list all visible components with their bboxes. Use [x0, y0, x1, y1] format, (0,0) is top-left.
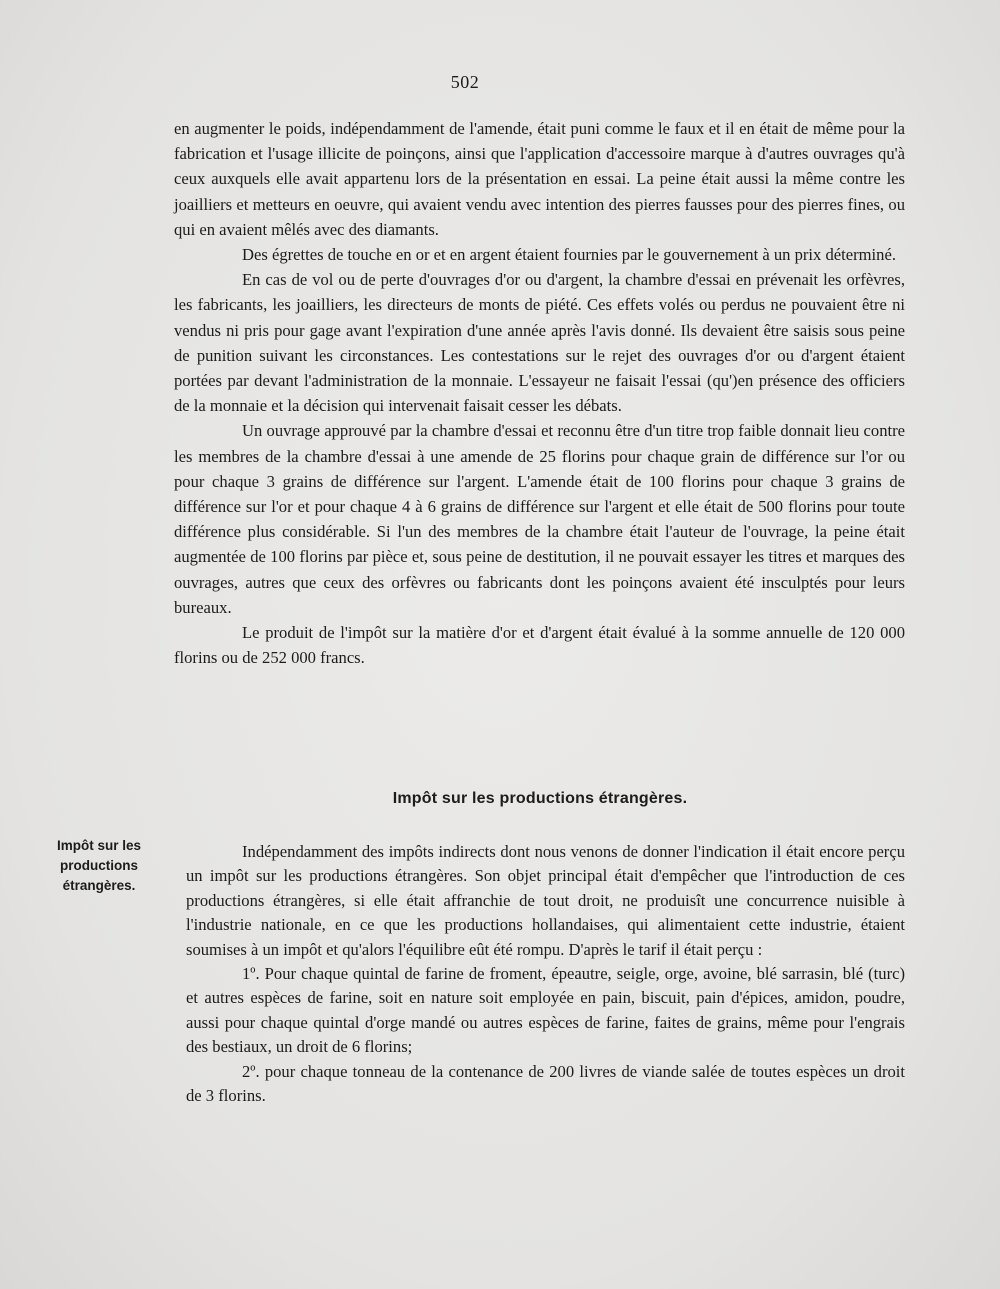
paragraph: En cas de vol ou de perte d'ouvrages d'or ou d'argent, la chambre d'essai en prévenait les orfèvres, les fabricants, les joailliers, les directeurs de monts de piété. Ces effets volés ou perdus ne pouvaient être ni vendus ni pris pour gage avant l'expiration d'une année après l'avis donné. Ils devaient être saisis sous peine de punition suivant les circonstances. Les contestations sur le rejet des ouvrages d'or ou d'argent étaient portées par devant l'administration de la monnaie. L'essayeur ne faisait l'essai (qu')en présence des officiers de la monnaie et la décision qui intervenait faisait cesser les débats. — [174, 270, 905, 416]
section-text-block — [186, 840, 905, 1108]
paragraph: Des égrettes de touche en or et en argent étaient fournies par le gouvernement à un prix déterminé. — [242, 245, 896, 265]
page-number: 502 — [450, 72, 480, 92]
margin-note: Impôt sur les productions étrangères. — [56, 838, 142, 893]
paragraph: en augmenter le poids, indépendamment de l'amende, était puni comme le faux et il en était de même pour la fabrication et l'usage illicite de poinçons, ainsi que l'application d'accessoire marque à d'autres ouvrages qu'à ceux auxquels elle avait appartenu lors de la présentation en essai. La peine était aussi la même contre les joailliers et metteurs en oeuvre, qui avaient vendu avec intention des pierres fausses pour des pierres fines, ou qui en avaient mêlés avec des diamants. — [174, 119, 905, 239]
list-item: 1º. Pour chaque quintal de farine de froment, épeautre, seigle, orge, avoine, blé sarrasin, blé (turc) et autres espèces de farine, soit en nature soit employée en pain, biscuit, pain d'épices, amidon, poudre, aussi pour chaque quintal d'orge mandé ou autres espèces de farine, faites de grains, même pour l'engrais des bestiaux, un droit de 6 florins; — [186, 964, 905, 1057]
section-heading: Impôt sur les productions étrangères. — [392, 790, 688, 807]
list-item: 2º. pour chaque tonneau de la contenance de 200 livres de viande salée de toutes espèces un droit de 3 florins. — [186, 1061, 905, 1106]
paragraph: Indépendamment des impôts indirects dont nous venons de donner l'indication il était encore perçu un impôt sur les productions étrangères. Son objet principal était d'empêcher que l'introduction de ces productions étrangères, si elle était affranchie de tout droit, ne produisît une concurrence nuisible à l'industrie nationale, en ce que les productions hollandaises, qui alimentaient cette industrie, étaient soumises à un impôt et qu'alors l'équilibre eût été rompu. D'après le tarif il était perçu : — [186, 842, 905, 959]
main-text-block — [174, 116, 905, 670]
paragraph: Un ouvrage approuvé par la chambre d'essai et reconnu être d'un titre trop faible donnait lieu contre les membres de la chambre d'essai à une amende de 25 florins pour chaque grain de différence sur l'or ou pour chaque 3 grains de différence sur l'argent. L'amende était de 100 florins pour chaque 3 grains de différence sur l'or et pour chaque 4 à 6 grains de différence sur l'argent et elle était de 500 florins pour toute différence plus considérable. Si l'un des membres de la chambre était l'auteur de l'ouvrage, la peine était augmentée de 100 florins par pièce et, sous peine de destitution, il ne pouvait essayer les titres et marques des ouvrages, autres que ceux des orfèvres ou fabricants dont les poinçons avaient été insculptés pour leurs bureaux. — [174, 421, 905, 617]
paragraph: Le produit de l'impôt sur la matière d'or et d'argent était évalué à la somme annuelle de 120 000 florins ou de 252 000 francs. — [174, 623, 905, 668]
